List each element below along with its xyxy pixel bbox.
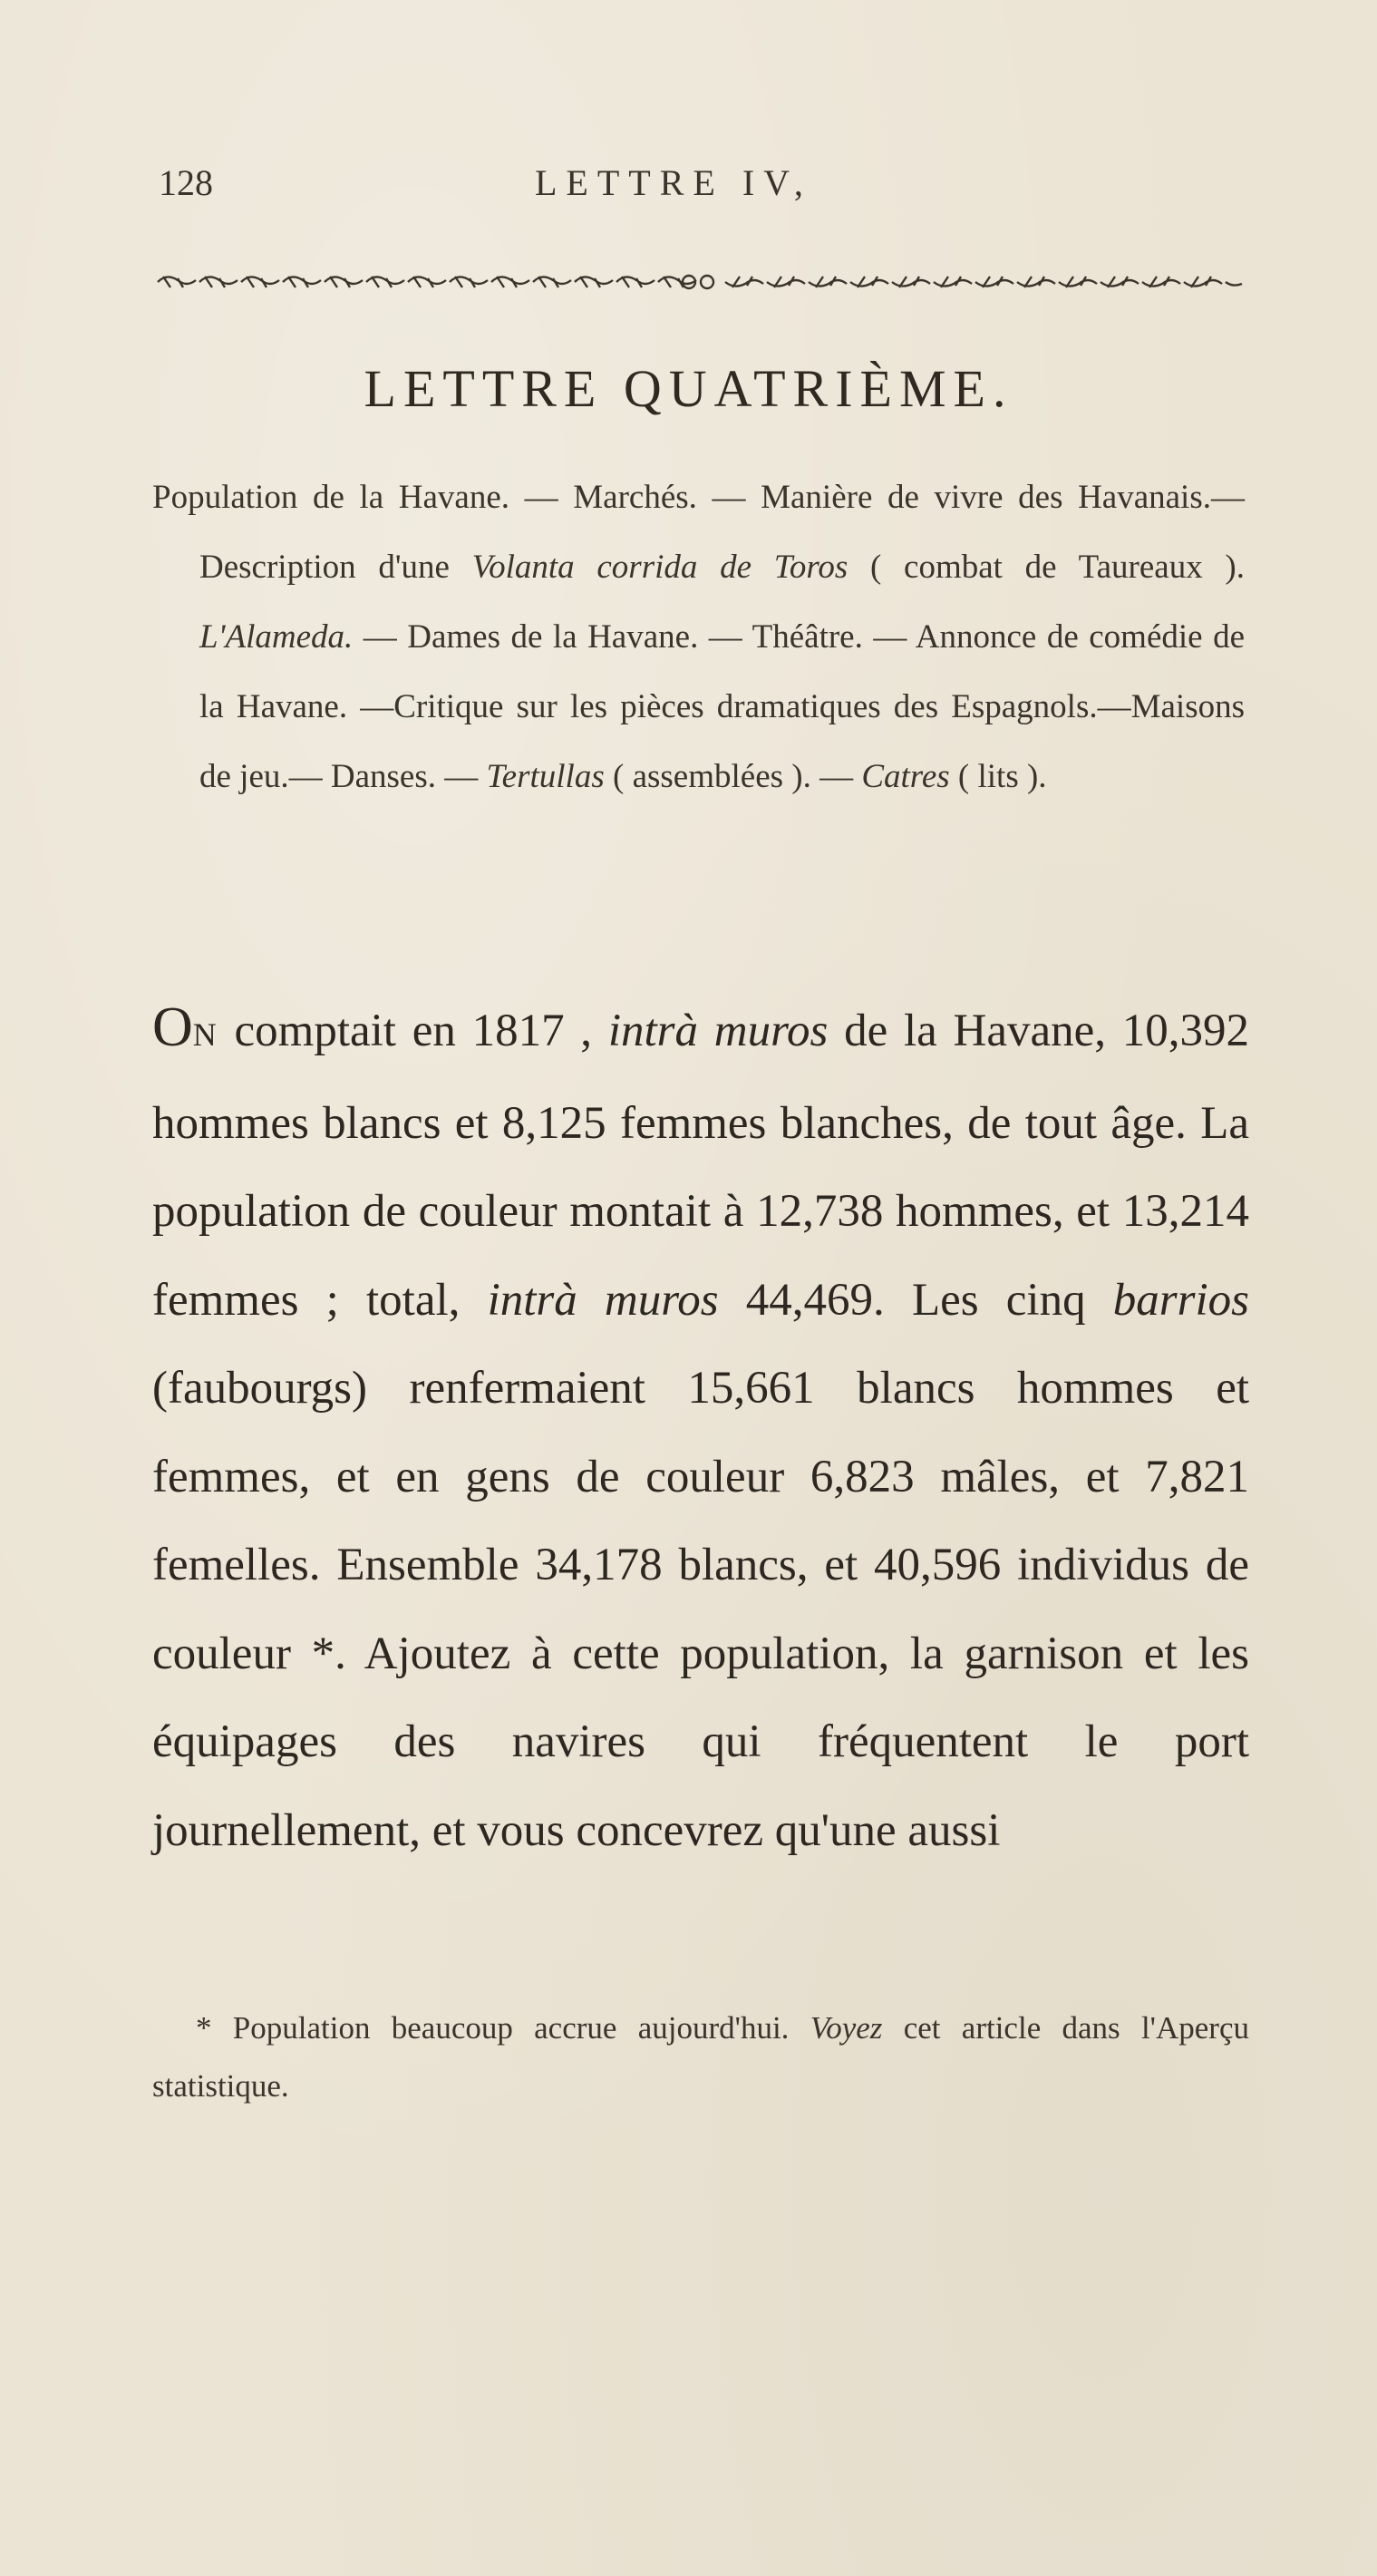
body-text: de la Havane, 10,392 hommes blancs et 8,125 femmes blanches, de tout âge. La population de couleur montait à 12,738 hommes, et 13,214 femmes ; total, bbox=[152, 1006, 1249, 1326]
body-italic-intra-muros: intrà muros bbox=[607, 1006, 829, 1056]
summary-italic-tertullas: Tertullas bbox=[486, 758, 605, 795]
small-caps-letter: N bbox=[192, 1016, 218, 1053]
footnote-text: * Population beaucoup accrue aujourd'hui. bbox=[196, 2010, 810, 2046]
body-text: comptait en 1817 , bbox=[218, 1006, 608, 1056]
summary-italic-catres: Catres bbox=[861, 758, 950, 795]
footnote bbox=[152, 1999, 1249, 2115]
body-text: 44,469. Les cinq bbox=[718, 1274, 1113, 1326]
footnote-text: cet article dans l'Aperçu statistique. bbox=[152, 2010, 1249, 2104]
body-text: (faubourgs) renfermaient 15,661 blancs hommes et femmes, et en gens de couleur 6,823 mâles, et 7,821 femelles. Ensemble 34,178 blancs, et 40,596 individus de couleur *. Ajoutez à cette population, la garnison et les équipages des navires qui fréquentent le port journellement, et vous concevrez qu'une aussi bbox=[152, 1363, 1249, 1856]
body-paragraph bbox=[152, 984, 1249, 1875]
summary-text: Population de la Havane. — Marchés. — Manière de vivre des Havanais.— Description d'une bbox=[152, 479, 1245, 586]
summary-italic-alameda: L'Alameda. bbox=[199, 618, 354, 656]
summary-italic-volanta: Volanta corrida de Toros bbox=[471, 549, 849, 586]
chapter-summary bbox=[152, 462, 1245, 812]
body-italic-intra-muros: intrà muros bbox=[487, 1274, 719, 1326]
summary-text: — Dames de la Havane. — Théâtre. — Annonce de comédie de la Havane. —Critique sur les pièces dramatiques des Espagnols.—Maisons de jeu.— Danses. — bbox=[199, 618, 1245, 795]
chapter-title: LETTRE QUATRIÈME. bbox=[364, 359, 1013, 418]
running-head bbox=[159, 161, 1246, 216]
running-title: LETTRE IV, bbox=[535, 162, 812, 203]
drop-letter: O bbox=[152, 996, 193, 1058]
summary-text: ( lits ). bbox=[949, 758, 1047, 795]
ornamental-rule bbox=[152, 266, 1249, 298]
summary-text: ( assemblées ). — bbox=[604, 758, 862, 795]
body-italic-barrios: barrios bbox=[1112, 1274, 1249, 1326]
summary-text: ( combat de Taureaux ). bbox=[848, 549, 1245, 586]
footnote-italic-voyez: Voyez bbox=[810, 2010, 883, 2046]
page-number: 128 bbox=[159, 162, 213, 203]
